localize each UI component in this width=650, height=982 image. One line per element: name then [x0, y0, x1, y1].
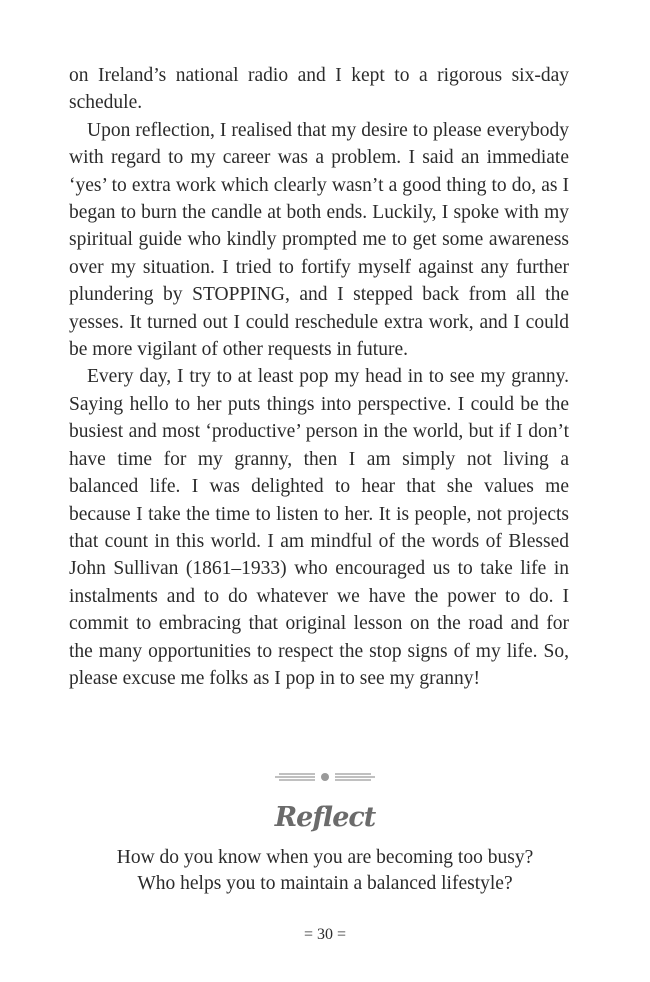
paragraph-2: Upon reflection, I realised that my desire to please everybody with regard to my career was a problem. I said an immediate ‘yes’ to extra work which clearly wasn’t a good thing to do, as I began to burn the candle at both ends. Luckily, I spoke with my spiritual guide who kindly prompted me to get some awareness over my situation. I tried to fortify myself against any further plundering by STOPPING, and I stepped back from all the yesses. It turned out I could reschedule extra work, and I could be more vigilant of other requests in future. [69, 119, 569, 361]
reflect-heading: Reflect [274, 802, 376, 833]
reflect-question-2: Who helps you to maintain a balanced lifestyle? [137, 873, 513, 894]
paragraph-1: on Ireland’s national radio and I kept to a rigorous six-day schedule. [69, 65, 569, 114]
body-text [69, 62, 569, 692]
reflect-questions [0, 845, 650, 897]
page-number: = 30 = [303, 926, 347, 943]
divider-ornament-icon [275, 770, 375, 784]
reflect-question-1: How do you know when you are becoming too busy? [116, 847, 534, 868]
section-divider [0, 770, 650, 784]
paragraph-3: Every day, I try to at least pop my head in to see my granny. Saying hello to her puts things into perspective. I could be the busiest and most ‘productive’ person in the world, but if I don’t have time for my granny, then I am simply not living a balanced life. I was delighted to hear that she values me because I take the time to listen to her. It is people, not projects that count in this world. I am mindful of the words of Blessed John Sullivan (1861–1933) who encouraged us to take life in instalments and to do whatever we have the power to do. I commit to embracing that original lesson on the road and for the many opportunities to respect the stop signs of my life. So, please excuse me folks as I pop in to see my granny! [69, 366, 569, 689]
